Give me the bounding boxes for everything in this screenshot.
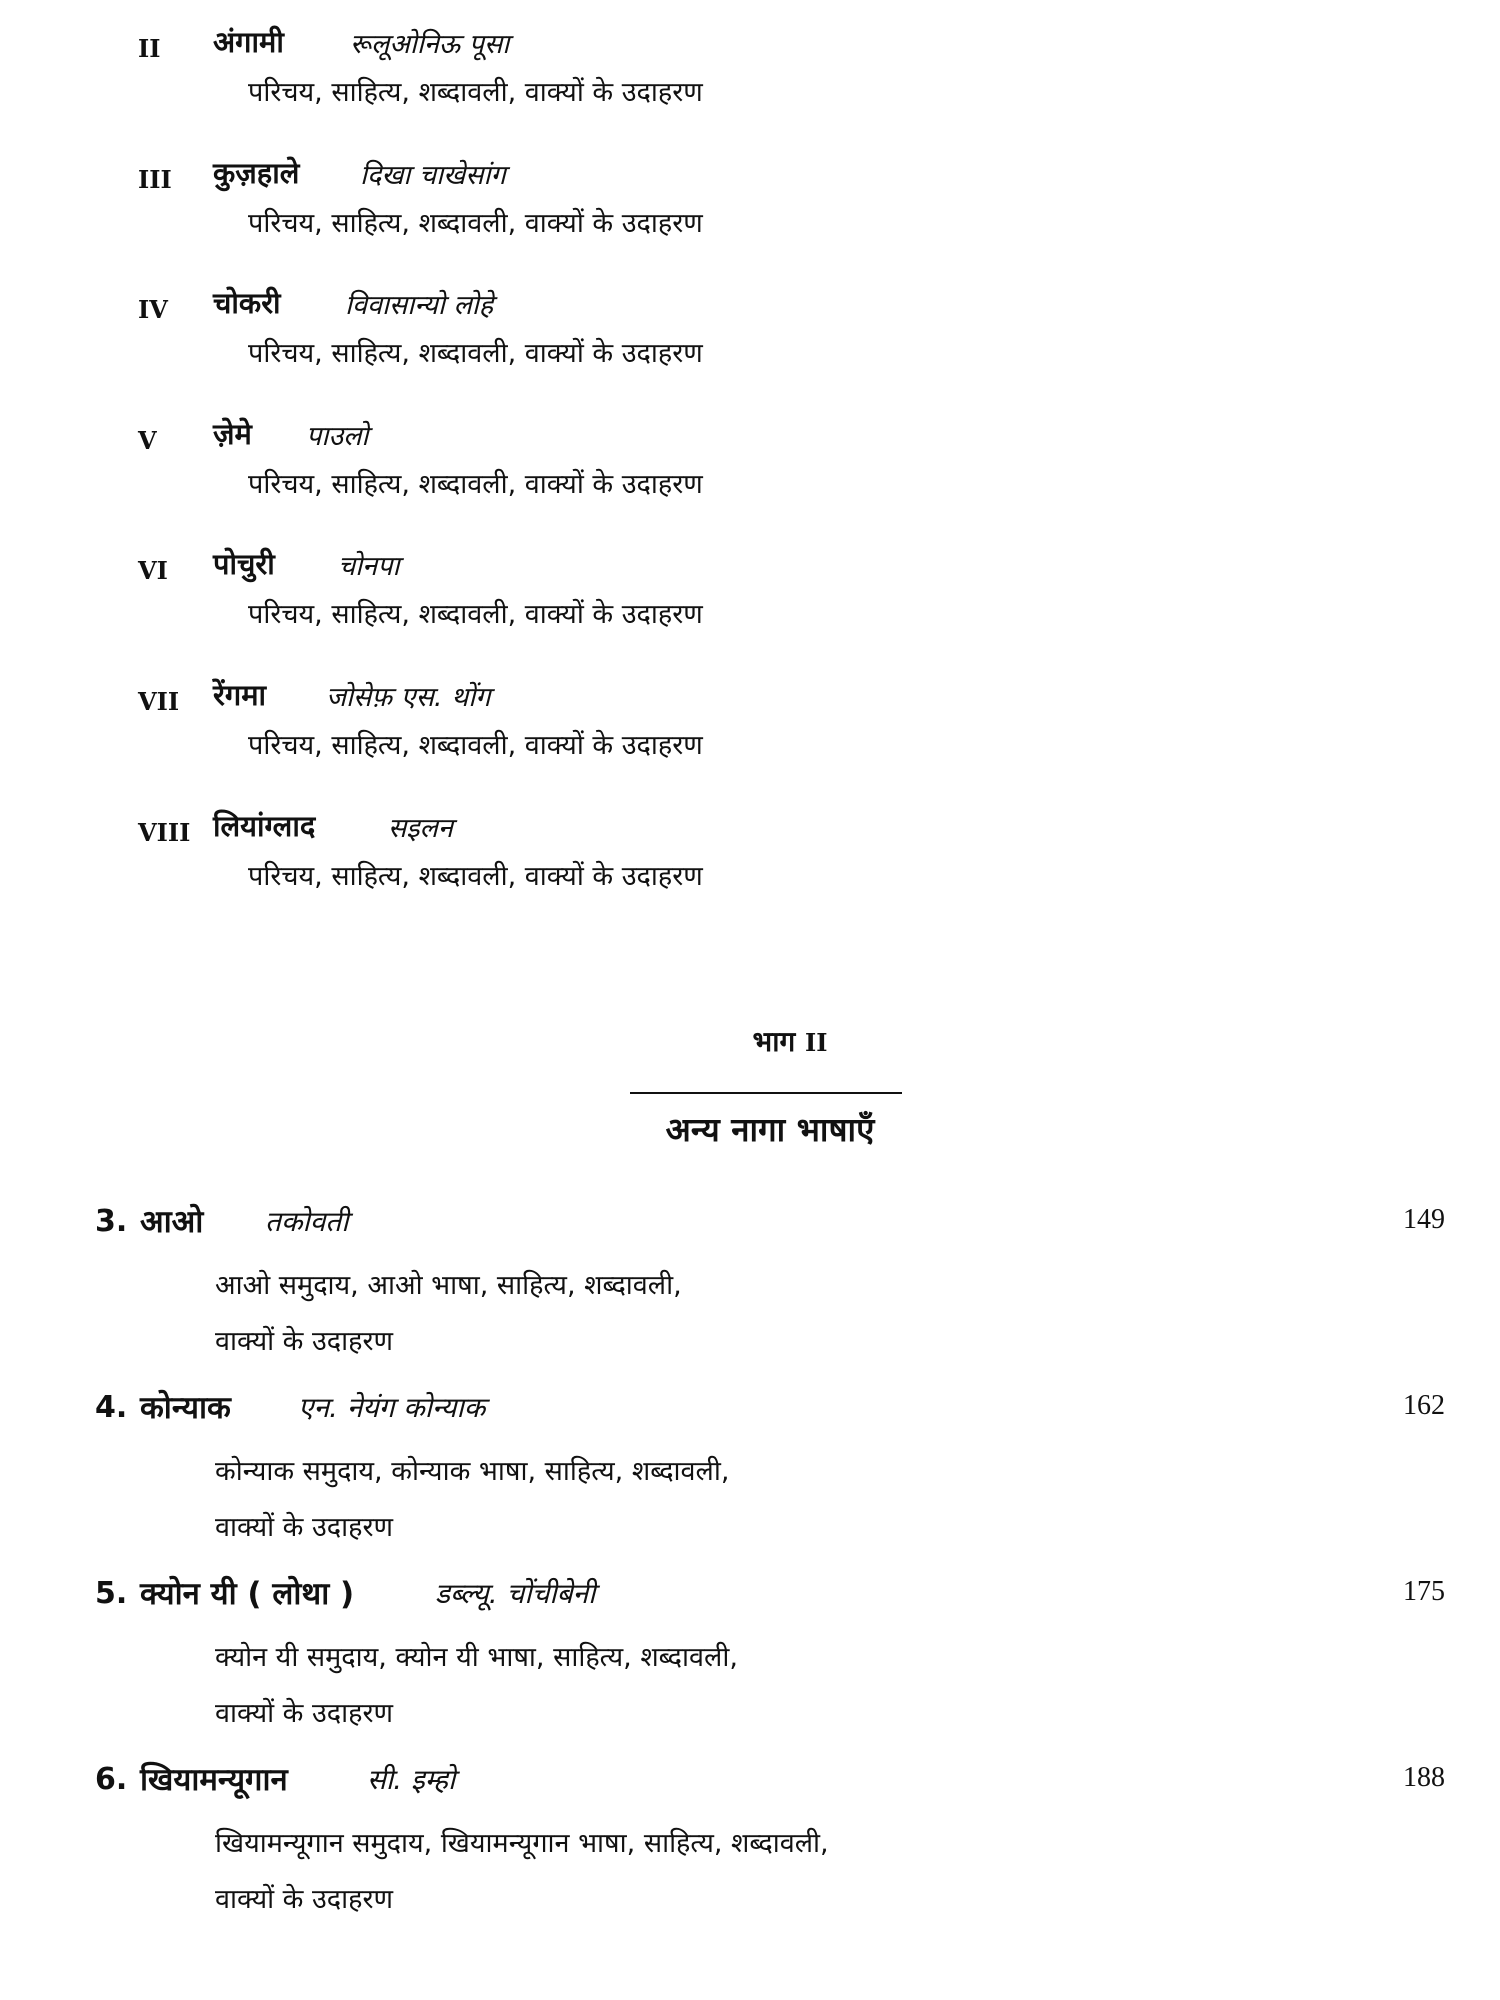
toc-chapter-entry <box>95 1758 1445 1928</box>
toc-subentry <box>138 806 1238 898</box>
entry-roman-numeral: IV <box>138 295 168 324</box>
toc-subentry <box>138 283 1238 375</box>
chapter-author: सी. इम्हो <box>367 1763 456 1796</box>
entry-language: अंगामी <box>213 25 284 59</box>
part-roman-numeral: II <box>805 1028 828 1057</box>
entry-language: लियांग्लाद <box>213 809 316 843</box>
entry-roman-numeral: VIII <box>138 818 191 847</box>
chapter-language: कोन्याक <box>140 1390 231 1426</box>
chapter-description-line: वाक्यों के उदाहरण <box>215 1326 394 1357</box>
chapter-author: डब्ल्यू. चोंचीबेनी <box>435 1577 596 1610</box>
entry-author: सइलन <box>388 813 453 844</box>
chapter-author: एन. नेयंग कोन्याक <box>298 1391 486 1424</box>
chapter-page-number: 175 <box>1403 1576 1445 1607</box>
chapter-page-number: 149 <box>1403 1204 1445 1235</box>
chapter-author: तकोवती <box>265 1205 349 1238</box>
entry-roman-numeral: II <box>138 34 161 63</box>
chapter-number: 3. <box>95 1204 128 1239</box>
chapter-number: 6. <box>95 1762 128 1797</box>
entry-roman-numeral: V <box>138 426 157 455</box>
chapter-language: आओ <box>140 1204 204 1240</box>
chapter-description-line: वाक्यों के उदाहरण <box>215 1884 394 1915</box>
toc-subentry <box>138 153 1238 245</box>
entry-description: परिचय, साहित्य, शब्दावली, वाक्यों के उदाहरण <box>248 861 703 892</box>
entry-author: जोसेफ़ एस. थोंग <box>326 682 491 713</box>
entry-language: रेंगमा <box>213 678 267 712</box>
entry-roman-numeral: VII <box>138 687 180 716</box>
entry-description: परिचय, साहित्य, शब्दावली, वाक्यों के उदाहरण <box>248 338 703 369</box>
entry-description: परिचय, साहित्य, शब्दावली, वाक्यों के उदाहरण <box>248 208 703 239</box>
chapter-description-line: आओ समुदाय, आओ भाषा, साहित्य, शब्दावली, <box>215 1270 682 1301</box>
entry-description: परिचय, साहित्य, शब्दावली, वाक्यों के उदाहरण <box>248 77 703 108</box>
chapter-number: 5. <box>95 1576 128 1611</box>
toc-subentry <box>138 22 1238 114</box>
part-label: भाग <box>752 1025 796 1058</box>
chapter-page-number: 188 <box>1403 1762 1445 1793</box>
chapter-description-line: वाक्यों के उदाहरण <box>215 1698 394 1729</box>
toc-chapter-entry <box>95 1386 1445 1556</box>
part-divider <box>630 1092 902 1094</box>
chapter-description <box>215 1444 1265 1556</box>
chapter-language: खियामन्यूगान <box>140 1762 288 1798</box>
part-heading <box>640 1022 940 1060</box>
chapter-description-line: वाक्यों के उदाहरण <box>215 1512 394 1543</box>
entry-author: रूलूओनिऊ पूसा <box>350 29 510 60</box>
entry-author: विवासान्यो लोहे <box>345 290 494 321</box>
entry-description: परिचय, साहित्य, शब्दावली, वाक्यों के उदाहरण <box>248 599 703 630</box>
toc-subentry <box>138 675 1238 767</box>
entry-author: दिखा चाखेसांग <box>360 160 506 191</box>
chapter-description-line: खियामन्यूगान समुदाय, खियामन्यूगान भाषा, साहित्य, शब्दावली, <box>215 1828 829 1859</box>
entry-roman-numeral: VI <box>138 556 168 585</box>
part-title: अन्य नागा भाषाएँ <box>665 1110 875 1149</box>
chapter-description-line: क्योन यी समुदाय, क्योन यी भाषा, साहित्य, शब्दावली, <box>215 1642 738 1673</box>
entry-author: पाउलो <box>306 421 369 452</box>
chapter-language: क्योन यी ( लोथा ) <box>140 1576 355 1612</box>
entry-language: चोकरी <box>213 286 281 320</box>
toc-chapter-entry <box>95 1572 1445 1742</box>
toc-subentry <box>138 414 1238 506</box>
chapter-number: 4. <box>95 1390 128 1425</box>
entry-description: परिचय, साहित्य, शब्दावली, वाक्यों के उदाहरण <box>248 469 703 500</box>
chapter-description <box>215 1258 1265 1370</box>
entry-roman-numeral: III <box>138 165 172 194</box>
chapter-page-number: 162 <box>1403 1390 1445 1421</box>
toc-subentry <box>138 544 1238 636</box>
entry-language: कुज़हाले <box>213 156 300 190</box>
entry-author: चोनपा <box>338 551 400 582</box>
chapter-description <box>215 1630 1265 1742</box>
chapter-description <box>215 1816 1265 1928</box>
entry-description: परिचय, साहित्य, शब्दावली, वाक्यों के उदाहरण <box>248 730 703 761</box>
entry-language: पोचुरी <box>213 547 275 581</box>
entry-language: ज़ेमे <box>213 417 252 451</box>
toc-chapter-entry <box>95 1200 1445 1370</box>
chapter-description-line: कोन्याक समुदाय, कोन्याक भाषा, साहित्य, शब्दावली, <box>215 1456 730 1487</box>
